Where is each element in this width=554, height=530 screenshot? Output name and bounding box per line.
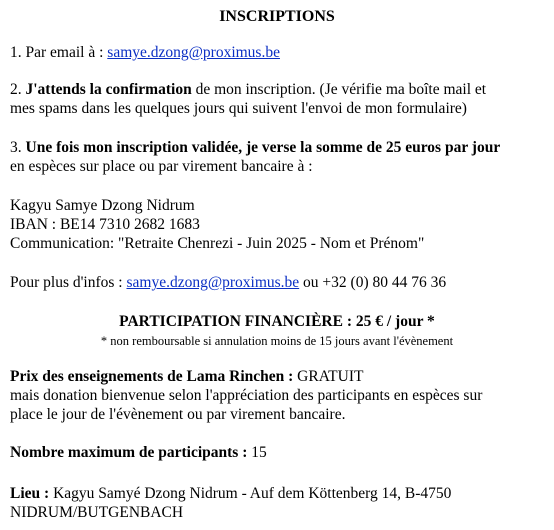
page-title: INSCRIPTIONS xyxy=(219,8,335,25)
location-value: Kagyu Samyé Dzong Nidrum - Auf dem Köttenberg 14, B-4750 xyxy=(49,485,452,502)
step-3-line-2: en espèces sur place ou par virement bancaire à : xyxy=(10,158,313,175)
teachings-line xyxy=(10,367,363,387)
step-1 xyxy=(10,43,280,63)
bank-name: Kagyu Samye Dzong Nidrum xyxy=(10,197,195,214)
teachings-value: GRATUIT xyxy=(293,368,364,385)
step-3-number: 3. xyxy=(10,139,26,156)
step-2-line-2: mes spams dans les quelques jours qui suivent l'envoi de mon formulaire) xyxy=(10,100,467,117)
step-3-bold: Une fois mon inscription validée, je verse la somme de 25 euros par jour xyxy=(25,139,501,156)
email-link[interactable]: samye.dzong@proximus.be xyxy=(107,44,280,61)
step-3 xyxy=(10,138,500,158)
participation-note: * non remboursable si annulation moins de 15 jours avant l'évènement xyxy=(100,334,454,348)
step-2-text: de mon inscription. (Je vérifie ma boîte mail et xyxy=(191,81,487,98)
teachings-line-2: mais donation bienvenue selon l'appréciation des participants en espèces sur xyxy=(10,387,483,404)
max-participants-value: 15 xyxy=(247,444,267,461)
bank-iban: IBAN : BE14 7310 2682 1683 xyxy=(10,216,200,233)
location-label: Lieu : xyxy=(10,485,50,502)
teachings-label: Prix des enseignements de Lama Rinchen : xyxy=(10,368,294,385)
location-line xyxy=(10,484,451,504)
step-2-number: 2. xyxy=(10,81,26,98)
info-phone: ou +32 (0) 80 44 76 36 xyxy=(299,274,447,291)
participation-heading: PARTICIPATION FINANCIÈRE : 25 € / jour * xyxy=(119,313,435,330)
teachings-line-3: place le jour de l'évènement ou par virement bancaire. xyxy=(10,406,346,423)
step-2 xyxy=(10,80,486,100)
info-email-link[interactable]: samye.dzong@proximus.be xyxy=(126,274,300,291)
step-1-label: 1. Par email à : xyxy=(10,44,108,61)
info-line xyxy=(10,273,446,293)
location-line-2: NIDRUM/BUTGENBACH xyxy=(10,504,184,521)
bank-communication: Communication: "Retraite Chenrezi - Juin 2025 - Nom et Prénom" xyxy=(10,235,425,252)
max-participants xyxy=(10,443,267,463)
max-participants-label: Nombre maximum de participants : xyxy=(10,444,248,461)
info-label: Pour plus d'infos : xyxy=(10,274,127,291)
step-2-bold: J'attends la confirmation xyxy=(25,81,192,98)
